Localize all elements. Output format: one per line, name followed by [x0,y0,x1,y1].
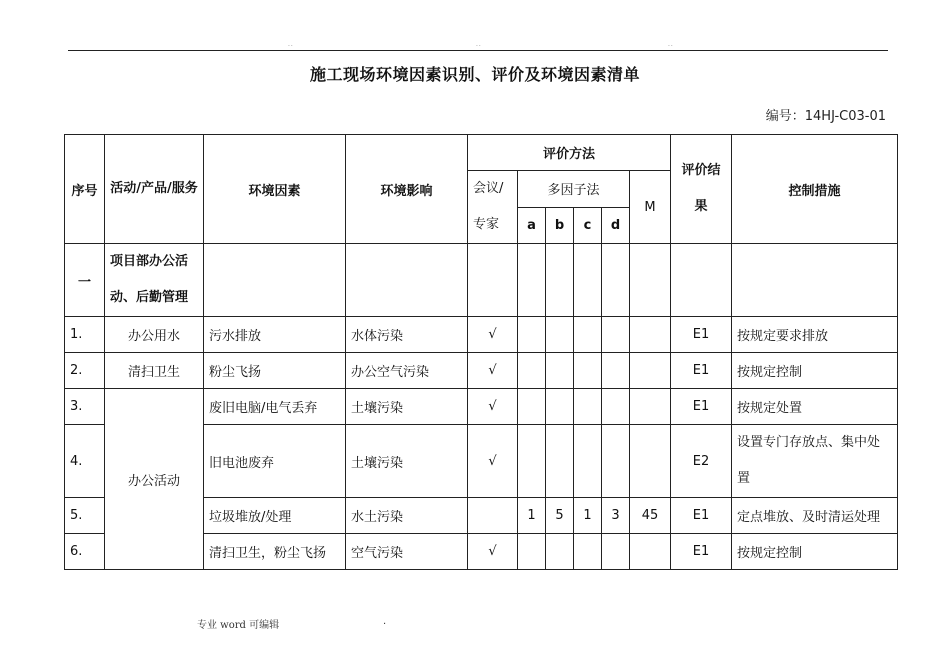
row-result: E2 [671,425,732,498]
section-number: 一 [65,244,105,317]
row-b [546,534,574,570]
row-factor: 垃圾堆放/处理 [204,498,346,534]
row-factor: 清扫卫生，粉尘飞扬 [204,534,346,570]
row-d [602,425,630,498]
row-impact: 土壤污染 [346,425,468,498]
row-c [574,534,602,570]
environment-factor-table [64,134,898,570]
row-result: E1 [671,534,732,570]
row-result: E1 [671,389,732,425]
table-row [65,389,898,425]
header-a: a [518,207,546,244]
row-a [518,353,546,389]
row-seq: 5. [65,498,105,534]
row-c [574,353,602,389]
row-c: 1 [574,498,602,534]
top-rule [68,50,888,51]
document-code: 编号：14HJ-C03-01 [765,109,886,124]
header-multi-factor: 多因子法 [518,171,630,208]
table-row [65,317,898,353]
row-meeting: √ [468,389,518,425]
header-method: 评价方法 [468,135,671,171]
row-a [518,317,546,353]
row-b [546,353,574,389]
header-meeting: 会议/专家 [468,171,518,244]
row-factor: 污水排放 [204,317,346,353]
row-seq: 4. [65,425,105,498]
header-dots: .. [476,41,482,48]
row-control: 按规定控制 [732,534,898,570]
row-a [518,425,546,498]
row-a [518,389,546,425]
row-factor: 废旧电脑/电气丢弃 [204,389,346,425]
row-m [630,534,671,570]
header-activity: 活动/产品/服务 [105,135,204,244]
row-result: E1 [671,353,732,389]
row-d [602,534,630,570]
row-activity: 办公用水 [105,317,204,353]
row-m [630,425,671,498]
row-d [602,353,630,389]
header-row [65,135,898,171]
header-dots: .. [288,41,294,48]
row-d [602,389,630,425]
row-seq: 1. [65,317,105,353]
section-row [65,244,898,317]
header-control: 控制措施 [732,135,898,244]
document-title: 施工现场环境因素识别、评价及环境因素清单 [309,65,640,84]
row-m [630,389,671,425]
row-result: E1 [671,317,732,353]
row-d: 3 [602,498,630,534]
row-factor: 旧电池废弃 [204,425,346,498]
row-a: 1 [518,498,546,534]
footer-text: 专业 word 可编辑 [197,620,280,631]
row-b [546,389,574,425]
header-seq: 序号 [65,135,105,244]
row-b [546,317,574,353]
row-factor: 粉尘飞扬 [204,353,346,389]
row-seq: 2. [65,353,105,389]
row-result: E1 [671,498,732,534]
row-impact: 水体污染 [346,317,468,353]
row-control: 定点堆放、及时清运处理 [732,498,898,534]
row-impact: 水土污染 [346,498,468,534]
row-meeting: √ [468,353,518,389]
row-m [630,317,671,353]
row-meeting: √ [468,425,518,498]
row-a [518,534,546,570]
row-impact: 办公空气污染 [346,353,468,389]
row-impact: 空气污染 [346,534,468,570]
row-meeting: √ [468,534,518,570]
table-row [65,353,898,389]
header-c: c [574,207,602,244]
row-meeting [468,498,518,534]
row-control: 按规定要求排放 [732,317,898,353]
header-m: M [630,171,671,244]
header-d: d [602,207,630,244]
row-m [630,353,671,389]
row-activity: 清扫卫生 [105,353,204,389]
section-name: 项目部办公活动、后勤管理 [105,244,204,317]
row-c [574,389,602,425]
row-c [574,317,602,353]
header-dots: .. [668,41,674,48]
row-activity-merged: 办公活动 [105,389,204,570]
header-result: 评价结果 [671,135,732,244]
row-seq: 6. [65,534,105,570]
footer-dot: . [383,616,387,627]
header-impact: 环境影响 [346,135,468,244]
row-m: 45 [630,498,671,534]
row-b: 5 [546,498,574,534]
row-b [546,425,574,498]
row-control: 设置专门存放点、集中处置 [732,425,898,498]
header-factor: 环境因素 [204,135,346,244]
row-seq: 3. [65,389,105,425]
row-control: 按规定控制 [732,353,898,389]
row-control: 按规定处置 [732,389,898,425]
row-meeting: √ [468,317,518,353]
row-c [574,425,602,498]
header-b: b [546,207,574,244]
row-d [602,317,630,353]
row-impact: 土壤污染 [346,389,468,425]
